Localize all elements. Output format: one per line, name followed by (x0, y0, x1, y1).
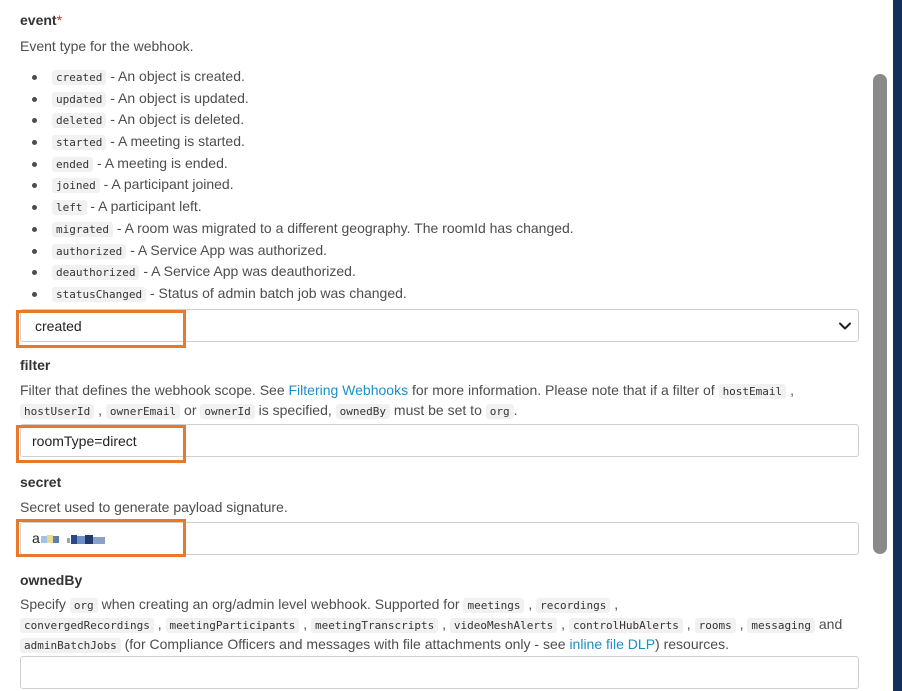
event-code: updated (52, 92, 106, 107)
event-text: - A room was migrated to a different geography. The roomId has changed. (116, 219, 574, 236)
list-item (32, 109, 574, 131)
event-code: statusChanged (52, 287, 146, 302)
separator: , (790, 382, 794, 398)
code-org: org (486, 404, 514, 419)
filter-description (20, 381, 860, 421)
event-text: - A meeting is started. (110, 133, 245, 150)
event-code: deauthorized (52, 265, 139, 280)
filtering-webhooks-link[interactable]: Filtering Webhooks (288, 382, 409, 398)
list-item (32, 261, 574, 283)
separator: . (513, 402, 518, 418)
secret-input-prefix: a (32, 530, 40, 546)
event-label (20, 12, 62, 28)
owned-by-desc-text: ) resources. (655, 636, 729, 652)
list-item (32, 196, 574, 218)
owned-by-description: Specify org when creating an org/admin level webhook. Supported for meetings , recordings , convergedRecordings , meetingParticipants , meetingTranscripts , videoMeshAlerts , controlHubAlerts , rooms , messaging and adminBatchJobs (for Compliance Officers and messages with file attachments only - see inline file DLP) resources. (20, 596, 843, 652)
filter-desc-text: Filter that defines the webhook scope. See (20, 382, 289, 398)
event-code: migrated (52, 222, 113, 237)
event-code: joined (52, 178, 100, 193)
highlight-box (16, 519, 186, 557)
secret-label: secret (20, 474, 62, 490)
code-meeting-transcripts: meetingTranscripts (311, 618, 438, 633)
inline-file-dlp-link[interactable]: inline file DLP (569, 636, 656, 652)
highlight-box (16, 310, 186, 348)
owned-by-input[interactable] (20, 656, 859, 689)
event-code: created (52, 70, 106, 85)
code-messaging: messaging (747, 618, 815, 633)
event-text: - A Service App was authorized. (130, 241, 328, 258)
event-text: - A participant joined. (103, 176, 234, 193)
filter-label: filter (20, 357, 51, 373)
filter-desc-text: or (184, 402, 197, 418)
list-item (32, 131, 574, 153)
list-item (32, 174, 574, 196)
required-mark: * (56, 12, 63, 28)
code-owner-id: ownerId (200, 404, 254, 419)
code-meetings: meetings (463, 598, 524, 613)
event-code: deleted (52, 113, 106, 128)
list-item (32, 66, 574, 88)
scrollbar-thumb[interactable] (873, 74, 887, 554)
list-item (32, 88, 574, 110)
separator: , (98, 402, 103, 418)
event-type-list (32, 66, 574, 305)
code-converged-recordings: convergedRecordings (20, 618, 154, 633)
event-text: - An object is deleted. (110, 111, 245, 128)
event-text: - A Service App was deauthorized. (143, 263, 356, 280)
code-owner-email: ownerEmail (106, 404, 180, 419)
highlight-box (16, 425, 186, 463)
filter-desc-text: must be set to (393, 402, 482, 418)
event-text: - A participant left. (90, 198, 202, 215)
code-host-user-id: hostUserId (20, 404, 94, 419)
code-control-hub-alerts: controlHubAlerts (569, 618, 683, 633)
list-item (32, 283, 574, 305)
code-video-mesh-alerts: videoMeshAlerts (450, 618, 557, 633)
event-text: - Status of admin batch job was changed. (149, 284, 407, 301)
filter-desc-text: for more information. Please note that if a filter of (408, 382, 719, 398)
event-code: started (52, 135, 106, 150)
secret-description: Secret used to generate payload signature. (20, 499, 288, 515)
owned-by-label: ownedBy (20, 572, 83, 588)
chevron-down-icon (838, 319, 852, 333)
code-admin-batch-jobs: adminBatchJobs (20, 638, 121, 653)
event-text: - An object is updated. (110, 89, 249, 106)
event-text: - A meeting is ended. (97, 154, 228, 171)
owned-by-desc-text: Specify (20, 596, 66, 612)
filter-input-value: roomType=direct (32, 433, 137, 449)
code-recordings: recordings (536, 598, 610, 613)
list-item (32, 153, 574, 175)
event-description: Event type for the webhook. (20, 38, 194, 54)
event-text: - An object is created. (110, 68, 245, 84)
list-item (32, 218, 574, 240)
filter-desc-text: is specified, (258, 402, 332, 418)
owned-by-desc-text: (for Compliance Officers and messages with file attachments only - see (124, 636, 570, 652)
owned-by-desc-text: and (818, 616, 843, 632)
code-meeting-participants: meetingParticipants (166, 618, 300, 633)
list-item (32, 240, 574, 262)
event-code: authorized (52, 244, 126, 259)
code-rooms: rooms (695, 618, 736, 633)
owned-by-desc-text: when creating an org/admin level webhook. Supported for (101, 596, 460, 612)
event-code: ended (52, 157, 93, 172)
event-label-text: event (20, 12, 57, 28)
event-code: left (52, 200, 87, 215)
code-owned-by: ownedBy (336, 404, 390, 419)
event-select-value: created (35, 318, 82, 334)
code-org: org (70, 598, 98, 613)
code-host-email: hostEmail (719, 384, 787, 399)
